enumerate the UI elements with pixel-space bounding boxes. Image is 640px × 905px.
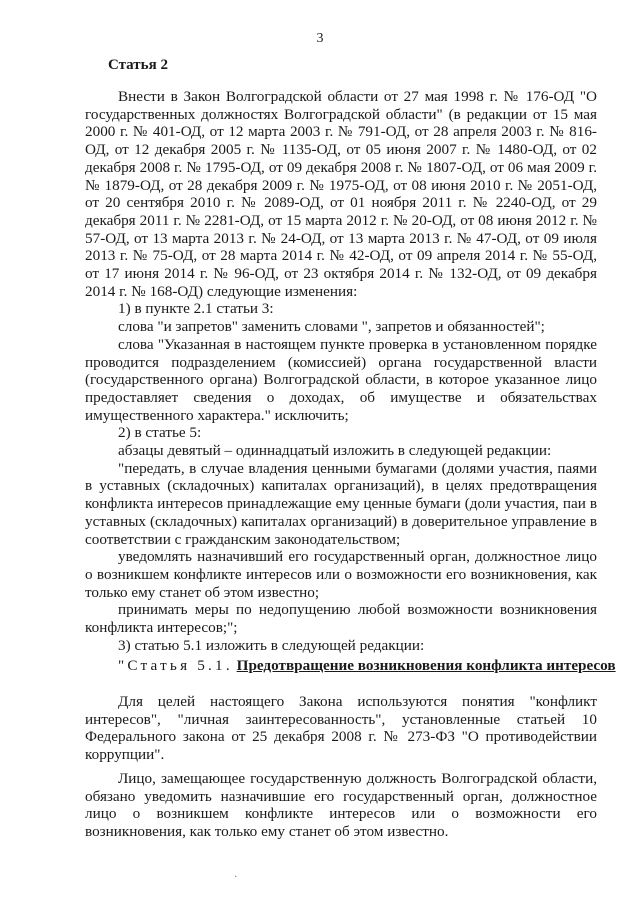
article-5-1-prefix: "Статья 5.1. (118, 657, 233, 674)
page-number: 3 (316, 31, 324, 46)
intro-paragraph: Внести в Закон Волгоградской области от 27 мая 1998 г. № 176-ОД "О государственных должностях Волгоградской области" (в редакции от 15 мая 2000 г. № 401-ОД, от 12 марта 2003 г. № 791-ОД, от 28 апреля 2003 г. № 816-ОД, от 12 декабря 2005 г. № 1135-ОД, от 05 июня 2007 г. № 1480-ОД, от 02 декабря 2008 г. № 1795-ОД, от 09 декабря 2008 г. № 1807-ОД, от 06 мая 2009 г. № 1879-ОД, от 28 декабря 2009 г. № 1975-ОД, от 08 июня 2010 г. № 2051-ОД, от 20 сентября 2010 г. № 2089-ОД, от 01 ноября 2011 г. № 2240-ОД, от 29 декабря 2011 г. № 2281-ОД, от 15 марта 2012 г. № 20-ОД, от 08 июня 2012 г. № 57-ОД, от 13 марта 2013 г. № 24-ОД, от 13 марта 2013 г. № 47-ОД, от 09 июля 2013 г. № 75-ОД, от 28 марта 2014 г. № 42-ОД, от 09 апреля 2014 г. № 55-ОД, от 17 июня 2014 г. № 96-ОД, от 23 октября 2014 г. № 132-ОД, от 09 декабря 2014 г. № 168-ОД) следующие изменения: (85, 88, 597, 300)
article-2-body (85, 88, 597, 655)
item-2-transfer-securities: "передать, в случае владения ценными бумагами (долями участия, паями в уставных (складочных) капиталах организаций), в целях предотвращения конфликта интересов принадлежащие ему ценные бумаги (доли участия, паи в уставных (складочных) капиталах организаций) в доверительное управление в соответствии с гражданским законодательством; (85, 459, 597, 548)
scan-speck: · (234, 872, 238, 883)
item-1-remove-words: слова "Указанная в настоящем пункте проверка в установленном порядке проводится подразделением (комиссией) органа государственной власти (государственного органа) Волгоградской области, в которое указанное лицо предоставляет сведения о доходах, об имуществе и обязательствах имущественного характера." исключить; (85, 335, 597, 424)
article-5-1-definitions: Для целей настоящего Закона используются понятия "конфликт интересов", "личная заинтересованность", установленные статьей 10 Федерального закона от 25 декабря 2008 г. № 273-ФЗ "О противодействии коррупции". (85, 693, 597, 764)
item-2-notify: уведомлять назначивший его государственный орган, должностное лицо о возникшем конфликте интересов или о возможности его возникновения, как только ему станет об этом известно; (85, 548, 597, 601)
article-2-heading: Статья 2 (108, 57, 168, 73)
item-1-heading: 1) в пункте 2.1 статьи 3: (118, 300, 274, 318)
article-5-1-title: Предотвращение возникновения конфликта интересов (236, 657, 616, 674)
item-2-instruction: абзацы девятый – одиннадцатый изложить в следующей редакции: (118, 442, 552, 460)
item-2-heading: 2) в статье 5: (118, 424, 202, 442)
item-3-heading: 3) статью 5.1 изложить в следующей редакции: (118, 636, 425, 654)
item-1-replace-words: слова "и запретов" заменить словами ", запретов и обязанностей"; (118, 318, 545, 336)
article-5-1-obligation: Лицо, замещающее государственную должность Волгоградской области, обязано уведомить назначившие его государственный орган, должностное лицо о возникшем конфликте интересов или о возможности его возникновения, как только ему станет об этом известно. (85, 769, 597, 840)
article-5-1-body (85, 693, 597, 841)
item-2-prevent: принимать меры по недопущению любой возможности возникновения конфликта интересов;"; (85, 601, 597, 637)
article-5-1-heading (118, 657, 616, 675)
